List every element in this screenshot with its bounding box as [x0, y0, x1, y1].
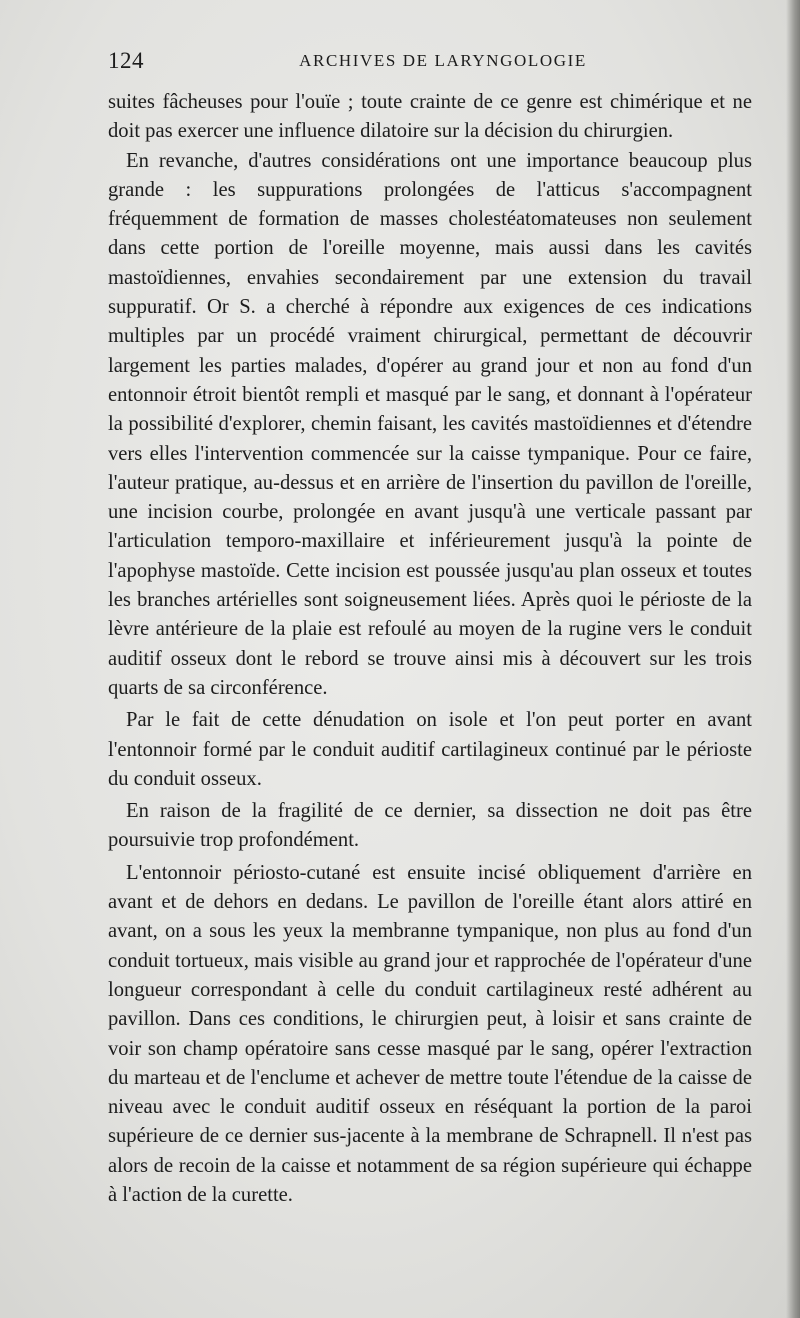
paragraph-1: suites fâcheuses pour l'ouïe ; toute crainte de ce genre est chimérique et ne doit pas exercer une influence dilatoire sur la décision du chirurgien.	[108, 91, 752, 143]
page-edge-shadow	[786, 0, 800, 1318]
page-header	[108, 48, 748, 74]
paragraph-4: En raison de la fragilité de ce dernier, sa dissection ne doit pas être poursuivie trop profondément.	[108, 800, 752, 852]
running-title: ARCHIVES DE LARYNGOLOGIE	[299, 51, 587, 70]
paragraph-5: L'entonnoir périosto-cutané est ensuite incisé obliquement d'arrière en avant et de dehors en dedans. Le pavillon de l'oreille étant alors attiré en avant, on a sous les yeux la membranne tympanique, non plus au fond d'un conduit tortueux, mais visible au grand jour et rapprochée de l'opérateur d'une longueur correspondant à celle du conduit cartilagineux resté adhérent au pavillon. Dans ces conditions, le chirurgien peut, à loisir et sans crainte de voir son champ opératoire sans cesse masqué par le sang, opérer l'extraction du marteau et de l'enclume et achever de mettre toute l'étendue de la caisse de niveau avec le conduit auditif osseux en réséquant la portion de la paroi supérieure de ce dernier sus-jacente à la membrane de Schrapnell. Il n'est pas alors de recoin de la caisse et notamment de sa région supérieure qui échappe à l'action de la curette.	[108, 861, 752, 1206]
paragraph-2: En revanche, d'autres considérations ont une importance beaucoup plus grande : les suppurations prolongées de l'atticus s'accompagnent fréquemment de formation de masses cholestéatomateuses non seulement dans cette portion de l'oreille moyenne, mais aussi dans les cavités mastoïdiennes, envahies secondairement par une extension du travail suppuratif. Or S. a cherché à répondre aux exigences de ces indications multiples par un procédé vraiment chirurgical, permettant de découvrir largement les parties malades, d'opérer au grand jour et non au fond d'un entonnoir étroit bientôt rempli et masqué par le sang, et donnant à l'opérateur la possibilité d'explorer, chemin faisant, les cavités mastoïdiennes et d'étendre vers elles l'intervention commencée sur la caisse tympanique. Pour ce faire, l'auteur pratique, au-dessus et en arrière de l'insertion du pavillon de l'oreille, une incision courbe, prolongée en avant jusqu'à une verticale passant par l'articulation temporo-maxillaire et inférieurement jusqu'à la pointe de l'apophyse mastoïde. Cette incision est poussée jusqu'au plan osseux et toutes les branches artérielles sont soigneusement liées. Après quoi le périoste de la lèvre antérieure de la plaie est refoulé au moyen de la rugine vers le conduit auditif osseux dont le rebord se trouve ainsi mis à découvert sur les trois quarts de sa circonférence.	[108, 149, 752, 699]
page-body	[108, 88, 752, 1210]
paragraph-3: Par le fait de cette dénudation on isole et l'on peut porter en avant l'entonnoir formé par le conduit auditif cartilagineux continué par le périoste du conduit osseux.	[108, 709, 752, 790]
page-number: 124	[108, 48, 144, 73]
